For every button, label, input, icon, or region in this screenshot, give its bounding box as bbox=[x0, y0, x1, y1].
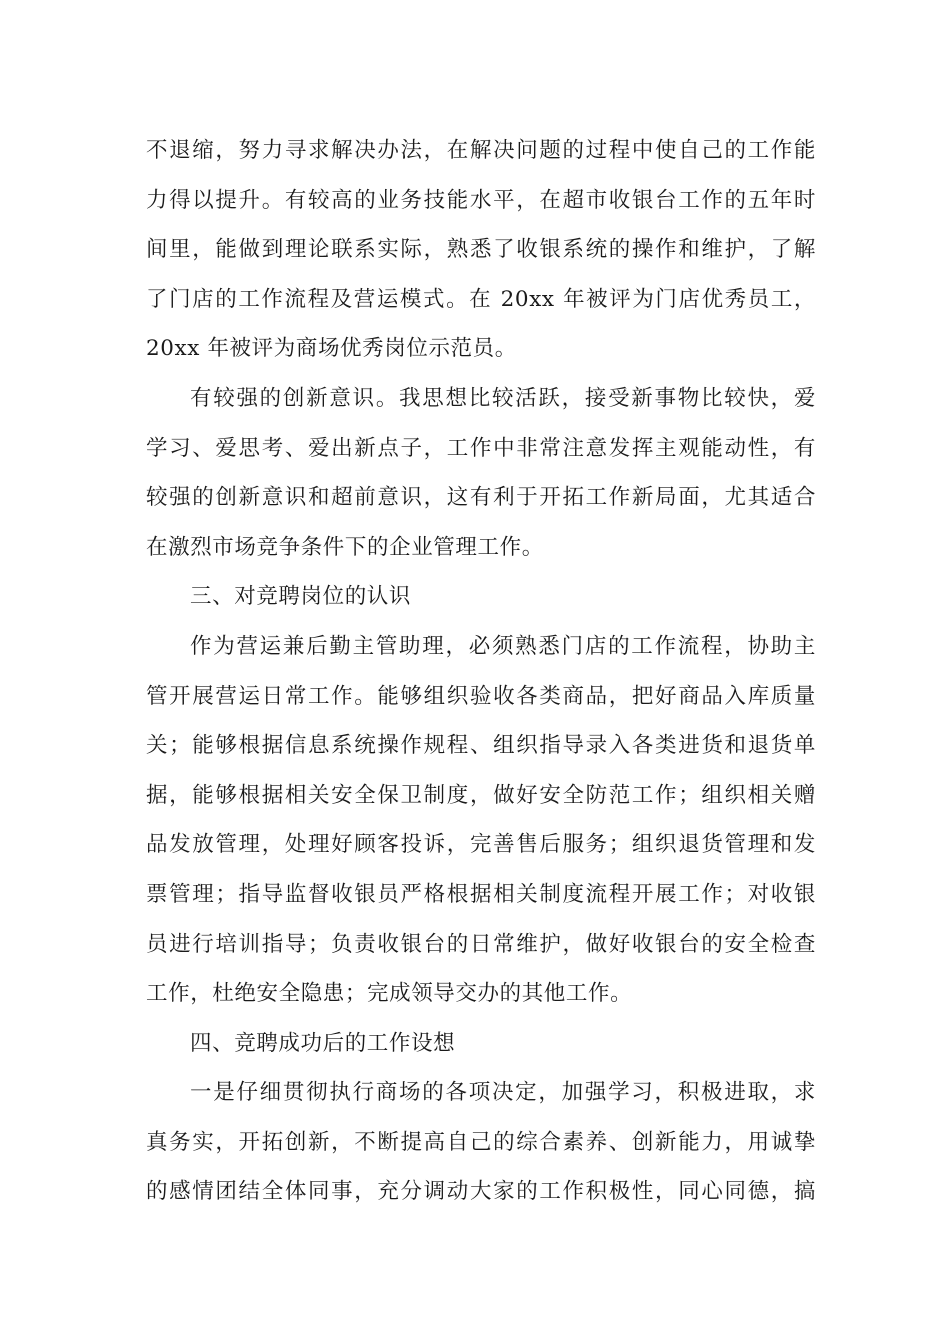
text-line: 在激烈市场竞争条件下的企业管理工作。 bbox=[146, 534, 544, 560]
text-line: 管开展营运日常工作。能够组织验收各类商品，把好商品入库质量 bbox=[146, 683, 816, 709]
text-line: 员进行培训指导；负责收银台的日常维护，做好收银台的安全检查 bbox=[146, 931, 816, 957]
text-line: 力得以提升。有较高的业务技能水平，在超市收银台工作的五年时 bbox=[146, 187, 816, 213]
text-line: 的感情团结全体同事，充分调动大家的工作积极性，同心同德，搞 bbox=[146, 1179, 816, 1205]
section-heading: 四、竞聘成功后的工作设想 bbox=[190, 1030, 456, 1056]
paragraph-start-line: 一是仔细贯彻执行商场的各项决定，加强学习，积极进取，求 bbox=[190, 1080, 816, 1106]
text-line: 品发放管理，处理好顾客投诉，完善售后服务；组织退货管理和发 bbox=[146, 832, 816, 858]
text-line: 间里，能做到理论联系实际，熟悉了收银系统的操作和维护，了解 bbox=[146, 237, 816, 263]
paragraph-start-line: 有较强的创新意识。我思想比较活跃，接受新事物比较快，爱 bbox=[190, 385, 816, 411]
document-body bbox=[146, 126, 816, 1217]
text-line: 真务实，开拓创新，不断提高自己的综合素养、创新能力，用诚挚 bbox=[146, 1129, 816, 1155]
paragraph-start-line: 作为营运兼后勤主管助理，必须熟悉门店的工作流程，协助主 bbox=[190, 633, 816, 659]
text-line: 关；能够根据信息系统操作规程、组织指导录入各类进货和退货单 bbox=[146, 733, 816, 759]
text-line: 了门店的工作流程及营运模式。在 20xx 年被评为门店优秀员工， bbox=[146, 286, 816, 312]
text-line: 票管理；指导监督收银员严格根据相关制度流程开展工作；对收银 bbox=[146, 881, 816, 907]
text-line: 据，能够根据相关安全保卫制度，做好安全防范工作；组织相关赠 bbox=[146, 782, 816, 808]
text-line: 较强的创新意识和超前意识，这有利于开拓工作新局面，尤其适合 bbox=[146, 485, 816, 511]
section-heading: 三、对竞聘岗位的认识 bbox=[190, 584, 412, 610]
text-line: 不退缩，努力寻求解决办法，在解决问题的过程中使自己的工作能 bbox=[146, 138, 816, 163]
text-line: 学习、爱思考、爱出新点子，工作中非常注意发挥主观能动性，有 bbox=[146, 435, 816, 461]
text-line: 工作，杜绝安全隐患；完成领导交办的其他工作。 bbox=[146, 981, 633, 1007]
text-line: 20xx 年被评为商场优秀岗位示范员。 bbox=[146, 336, 517, 362]
